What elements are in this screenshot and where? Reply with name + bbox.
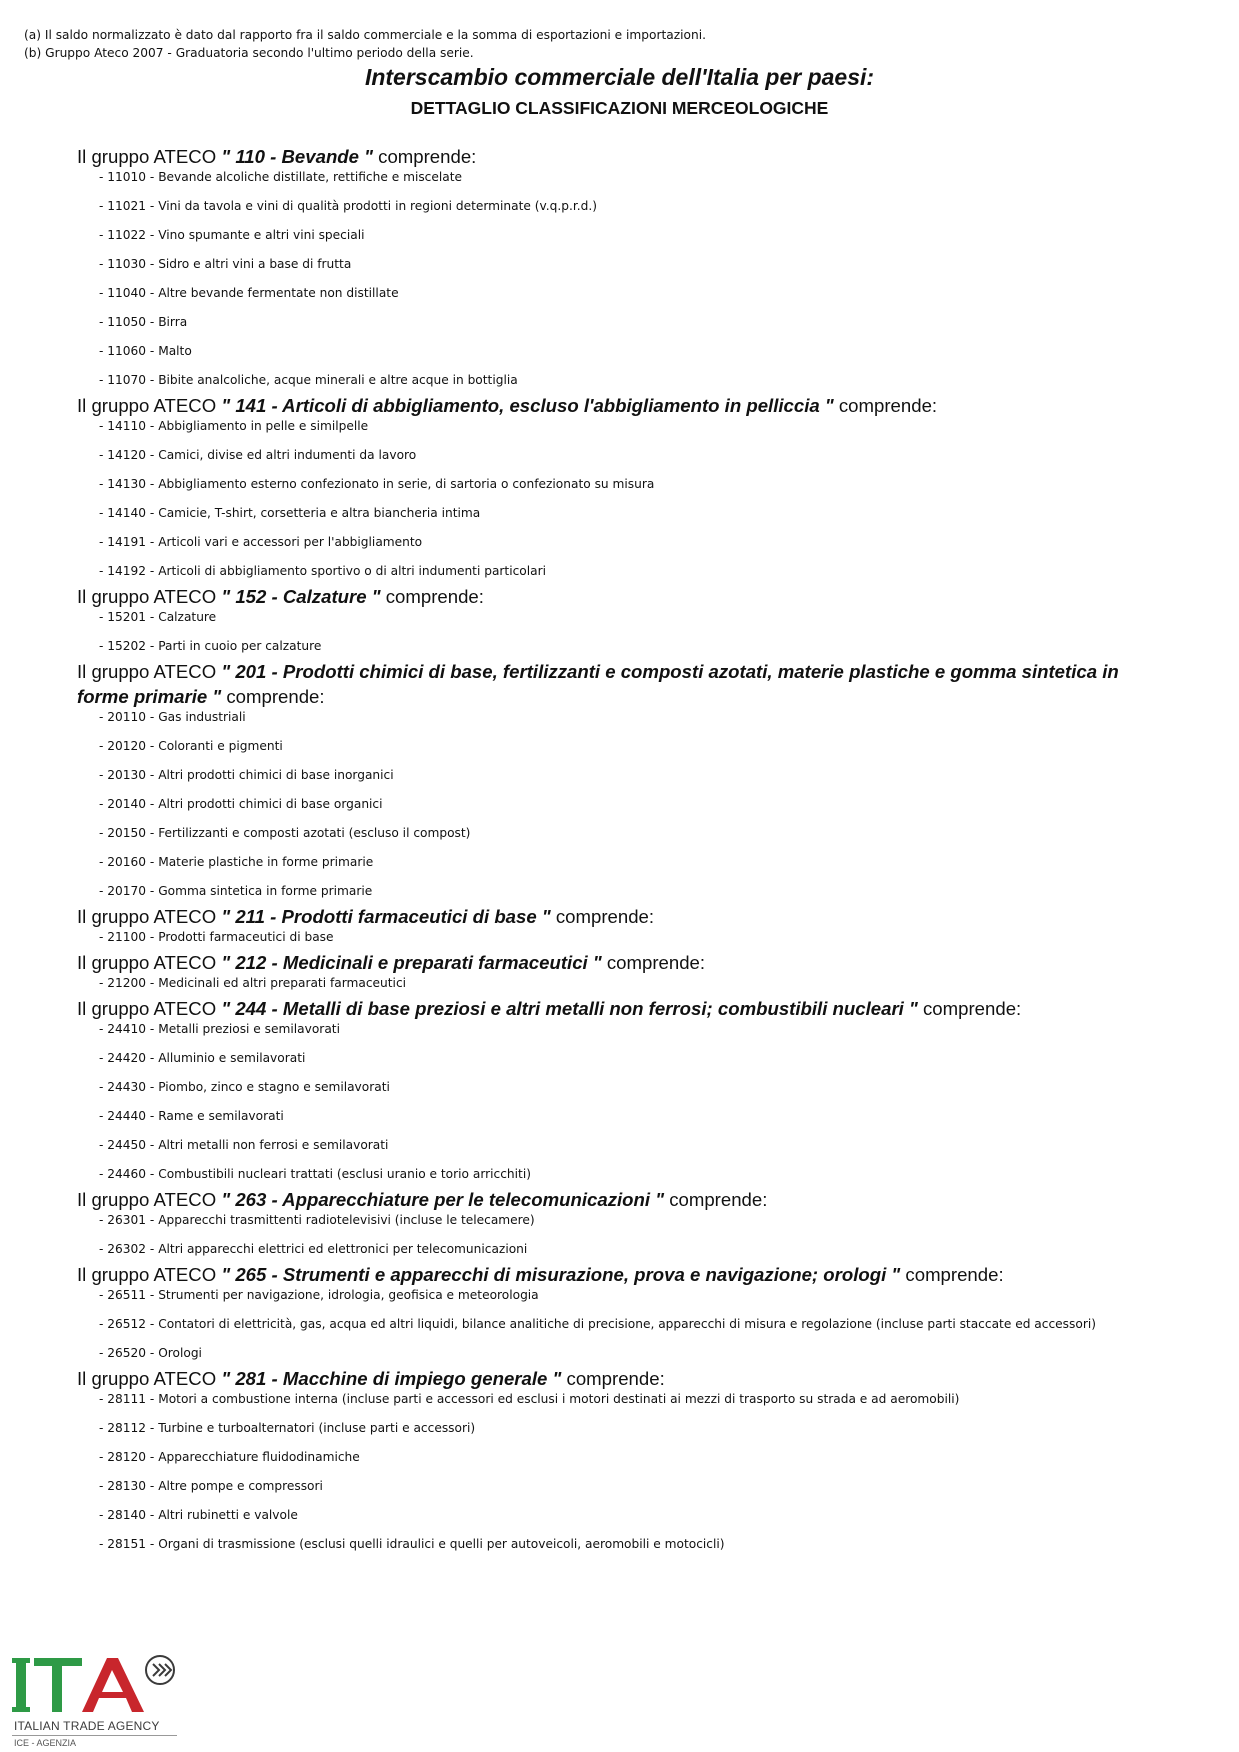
group-suffix: comprende: — [601, 952, 706, 973]
group-heading — [77, 1366, 1127, 1391]
footnote-b: (b) Gruppo Ateco 2007 - Graduatoria secondo l'ultimo periodo della serie. — [24, 46, 474, 60]
list-item: - 11010 - Bevande alcoliche distillate, rettifiche e miscelate — [99, 170, 463, 184]
group-name: " 152 - Calzature " — [221, 586, 381, 607]
list-item: - 24450 - Altri metalli non ferrosi e semilavorati — [99, 1138, 389, 1152]
group-suffix: comprende: — [900, 1264, 1004, 1285]
list-item: - 20170 - Gomma sintetica in forme primarie — [99, 884, 373, 898]
list-item: - 20130 - Altri prodotti chimici di base inorganici — [99, 768, 394, 782]
group-prefix: Il gruppo ATECO — [77, 661, 222, 682]
ita-logo-mark — [12, 1650, 182, 1720]
logo-divider — [12, 1735, 177, 1736]
group-name: " 110 - Bevande " — [221, 146, 373, 167]
page-subtitle: DETTAGLIO CLASSIFICAZIONI MERCEOLOGICHE — [410, 98, 829, 118]
list-item: - 28111 - Motori a combustione interna (incluse parti e accessori ed esclusi i motori destinati ai mezzi di trasporto su strada e ad aeromobili) — [99, 1392, 960, 1406]
list-item: - 11022 - Vino spumante e altri vini speciali — [99, 228, 365, 242]
group-heading — [77, 950, 1127, 975]
list-item: - 14192 - Articoli di abbigliamento sportivo o di altri indumenti particolari — [99, 564, 546, 578]
list-item: - 24460 - Combustibili nucleari trattati (esclusi uranio e torio arricchiti) — [99, 1167, 531, 1181]
page-title: Interscambio commerciale dell'Italia per paesi: — [364, 64, 875, 90]
list-item: - 26301 - Apparecchi trasmittenti radiotelevisivi (incluse le telecamere) — [99, 1213, 535, 1227]
group-name: " 212 - Medicinali e preparati farmaceutici " — [221, 952, 602, 973]
list-item: - 14110 - Abbigliamento in pelle e similpelle — [99, 419, 369, 433]
group-suffix: comprende: — [550, 906, 655, 927]
list-item: - 20120 - Coloranti e pigmenti — [99, 739, 283, 753]
list-item: - 21200 - Medicinali ed altri preparati farmaceutici — [99, 976, 407, 990]
list-item: - 28112 - Turbine e turboalternatori (incluse parti e accessori) — [99, 1421, 476, 1435]
group-prefix: Il gruppo ATECO — [77, 395, 222, 416]
group-heading — [77, 1262, 1127, 1287]
group-prefix: Il gruppo ATECO — [77, 1368, 222, 1389]
list-item: - 26302 - Altri apparecchi elettrici ed elettronici per telecomunicazioni — [99, 1242, 528, 1256]
list-item: - 24440 - Rame e semilavorati — [99, 1109, 284, 1123]
group-prefix: Il gruppo ATECO — [77, 1264, 222, 1285]
group-suffix: comprende: — [372, 146, 477, 167]
list-item: - 20150 - Fertilizzanti e composti azotati (escluso il compost) — [99, 826, 471, 840]
list-item: - 28120 - Apparecchiature fluidodinamiche — [99, 1450, 360, 1464]
list-item: - 14140 - Camicie, T-shirt, corsetteria e altra biancheria intima — [99, 506, 481, 520]
group-prefix: Il gruppo ATECO — [77, 952, 222, 973]
group-prefix: Il gruppo ATECO — [77, 586, 222, 607]
list-item: - 20140 - Altri prodotti chimici di base organici — [99, 797, 383, 811]
list-item: - 11050 - Birra — [99, 315, 188, 329]
list-item: - 11030 - Sidro e altri vini a base di frutta — [99, 257, 352, 271]
group-heading — [77, 584, 1127, 609]
group-heading — [77, 996, 1127, 1021]
list-item: - 26511 - Strumenti per navigazione, idrologia, geofisica e meteorologia — [99, 1288, 539, 1302]
group-suffix: comprende: — [917, 998, 1022, 1019]
group-heading — [77, 904, 1127, 929]
list-item: - 24430 - Piombo, zinco e stagno e semilavorati — [99, 1080, 390, 1094]
list-item: - 11060 - Malto — [99, 344, 192, 358]
group-heading — [77, 144, 1127, 169]
ateco-group-list — [77, 141, 1127, 1557]
group-name: " 281 - Macchine di impiego generale " — [221, 1368, 562, 1389]
ita-logo-subtitle: ICE - AGENZIA — [14, 1738, 77, 1748]
group-prefix: Il gruppo ATECO — [77, 906, 222, 927]
group-heading — [77, 1187, 1127, 1212]
list-item: - 28140 - Altri rubinetti e valvole — [99, 1508, 298, 1522]
list-item: - 11021 - Vini da tavola e vini di qualità prodotti in regioni determinate (v.q.p.r.d.) — [99, 199, 598, 213]
group-name: " 244 - Metalli di base preziosi e altri metalli non ferrosi; combustibili nucleari " — [221, 998, 918, 1019]
group-heading — [77, 659, 1127, 709]
group-prefix: Il gruppo ATECO — [77, 998, 222, 1019]
list-item: - 24410 - Metalli preziosi e semilavorati — [99, 1022, 340, 1036]
list-item: - 11070 - Bibite analcoliche, acque minerali e altre acque in bottiglia — [99, 373, 518, 387]
list-item: - 24420 - Alluminio e semilavorati — [99, 1051, 306, 1065]
group-prefix: Il gruppo ATECO — [77, 1189, 222, 1210]
group-suffix: comprende: — [561, 1368, 665, 1389]
list-item: - 15201 - Calzature — [99, 610, 217, 624]
group-heading — [77, 393, 1127, 418]
group-prefix: Il gruppo ATECO — [77, 146, 222, 167]
list-item: - 15202 - Parti in cuoio per calzature — [99, 639, 322, 653]
list-item: - 20160 - Materie plastiche in forme primarie — [99, 855, 374, 869]
list-item: - 14130 - Abbigliamento esterno confezionato in serie, di sartoria o confezionato su misura — [99, 477, 655, 491]
list-item: - 14191 - Articoli vari e accessori per l'abbigliamento — [99, 535, 423, 549]
group-suffix: comprende: — [221, 686, 325, 707]
group-name: " 141 - Articoli di abbigliamento, escluso l'abbigliamento in pelliccia " — [221, 395, 834, 416]
list-item: - 14120 - Camici, divise ed altri indumenti da lavoro — [99, 448, 417, 462]
group-name: " 211 - Prodotti farmaceutici di base " — [221, 906, 551, 927]
group-name: " 201 - Prodotti chimici di base, fertilizzanti e composti azotati, materie plastiche e gomma sintetica in forme primarie " — [77, 661, 1119, 707]
ita-logo — [12, 1650, 182, 1750]
footnotes — [24, 26, 706, 62]
group-name: " 265 - Strumenti e apparecchi di misurazione, prova e navigazione; orologi " — [221, 1264, 901, 1285]
ita-logo-name: ITALIAN TRADE AGENCY — [14, 1719, 160, 1733]
list-item: - 26520 - Orologi — [99, 1346, 202, 1360]
group-name: " 263 - Apparecchiature per le telecomunicazioni " — [221, 1189, 665, 1210]
list-item: - 26512 - Contatori di elettricità, gas, acqua ed altri liquidi, bilance analitiche di precisione, apparecchi di misura e regolazione (incluse parti staccate ed accessori) — [99, 1317, 1096, 1331]
list-item: - 11040 - Altre bevande fermentate non distillate — [99, 286, 399, 300]
list-item: - 20110 - Gas industriali — [99, 710, 246, 724]
list-item: - 28151 - Organi di trasmissione (esclusi quelli idraulici e quelli per autoveicoli, aeromobili e motocicli) — [99, 1537, 725, 1551]
list-item: - 21100 - Prodotti farmaceutici di base — [99, 930, 334, 944]
group-suffix: comprende: — [380, 586, 484, 607]
footnote-a: (a) Il saldo normalizzato è dato dal rapporto fra il saldo commerciale e la somma di esportazioni e importazioni. — [24, 28, 706, 42]
list-item: - 28130 - Altre pompe e compressori — [99, 1479, 323, 1493]
group-suffix: comprende: — [833, 395, 938, 416]
group-suffix: comprende: — [664, 1189, 768, 1210]
